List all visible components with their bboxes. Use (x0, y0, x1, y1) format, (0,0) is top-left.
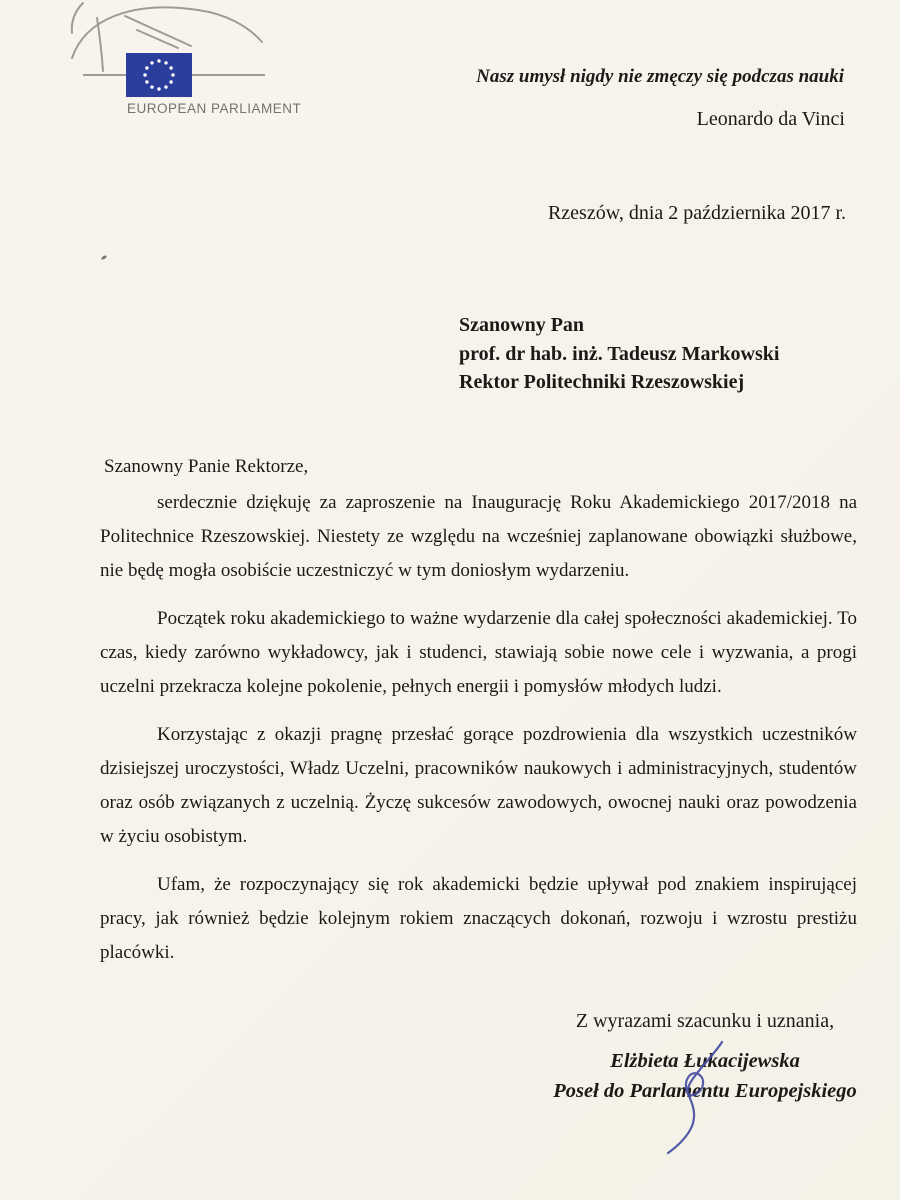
addressee-position: Rektor Politechniki Rzeszowskiej (459, 371, 745, 393)
motto-attribution: Leonardo da Vinci (696, 108, 845, 130)
body-paragraph: Początek roku akademickiego to ważne wydarzenie dla całej społeczności akademickiej. To czas, kiedy zarówno wykładowcy, jak i studenci, stawiają sobie nowe cele i wyzwania, a progi uczelni przekracza kolejne pokolenie, pełnych energii i pomysłów młodych ludzi. (100, 608, 857, 697)
scan-speck (101, 255, 108, 261)
addressee-name: prof. dr hab. inż. Tadeusz Markowski (459, 342, 780, 365)
handwritten-signature (630, 1030, 750, 1170)
valediction: Z wyrazami szacunku i uznania, (575, 1010, 835, 1032)
motto-quote: Nasz umysł nigdy nie zmęczy się podczas nauki (476, 66, 844, 87)
signer-name: Elżbieta Łukacijewska (610, 1050, 800, 1072)
signer-title: Poseł do Parlamentu Europejskiego (553, 1080, 857, 1102)
logo-caption: EUROPEAN PARLIAMENT (127, 101, 302, 116)
addressee-block (459, 311, 779, 397)
body-paragraph: Korzystając z okazji pragnę przesłać gorące pozdrowienia dla wszystkich uczestników dzisiejszej uroczystości, Władz Uczelni, pracowników naukowych i administracyjnych, studentów oraz osób związanych z uczelnią. Życzę sukcesów zawodowych, owocnej nauki oraz powodzenia w życiu osobistym. (100, 724, 857, 847)
letter-body (100, 450, 857, 984)
body-paragraph: serdecznie dziękuję za zaproszenie na Inaugurację Roku Akademickiego 2017/2018 na Politechnice Rzeszowskiej. Niestety ze względu na wcześniej zaplanowane obowiązki służbowe, nie będę mogła osobiście uczestniczyć w tym doniosłym wydarzeniu. (100, 492, 857, 581)
european-parliament-logo (50, 0, 320, 102)
addressee-salutation: Szanowny Pan (459, 314, 585, 336)
dateline: Rzeszów, dnia 2 października 2017 r. (547, 202, 846, 224)
signature-stroke (668, 1042, 722, 1153)
salutation: Szanowny Panie Rektorze, (104, 456, 309, 477)
body-paragraph: Ufam, że rozpoczynający się rok akademicki będzie upływał pod znakiem inspirującej pracy, jak również będzie kolejnym rokiem znaczących dokonań, rozwoju i wzrostu prestiżu placówki. (100, 874, 857, 963)
